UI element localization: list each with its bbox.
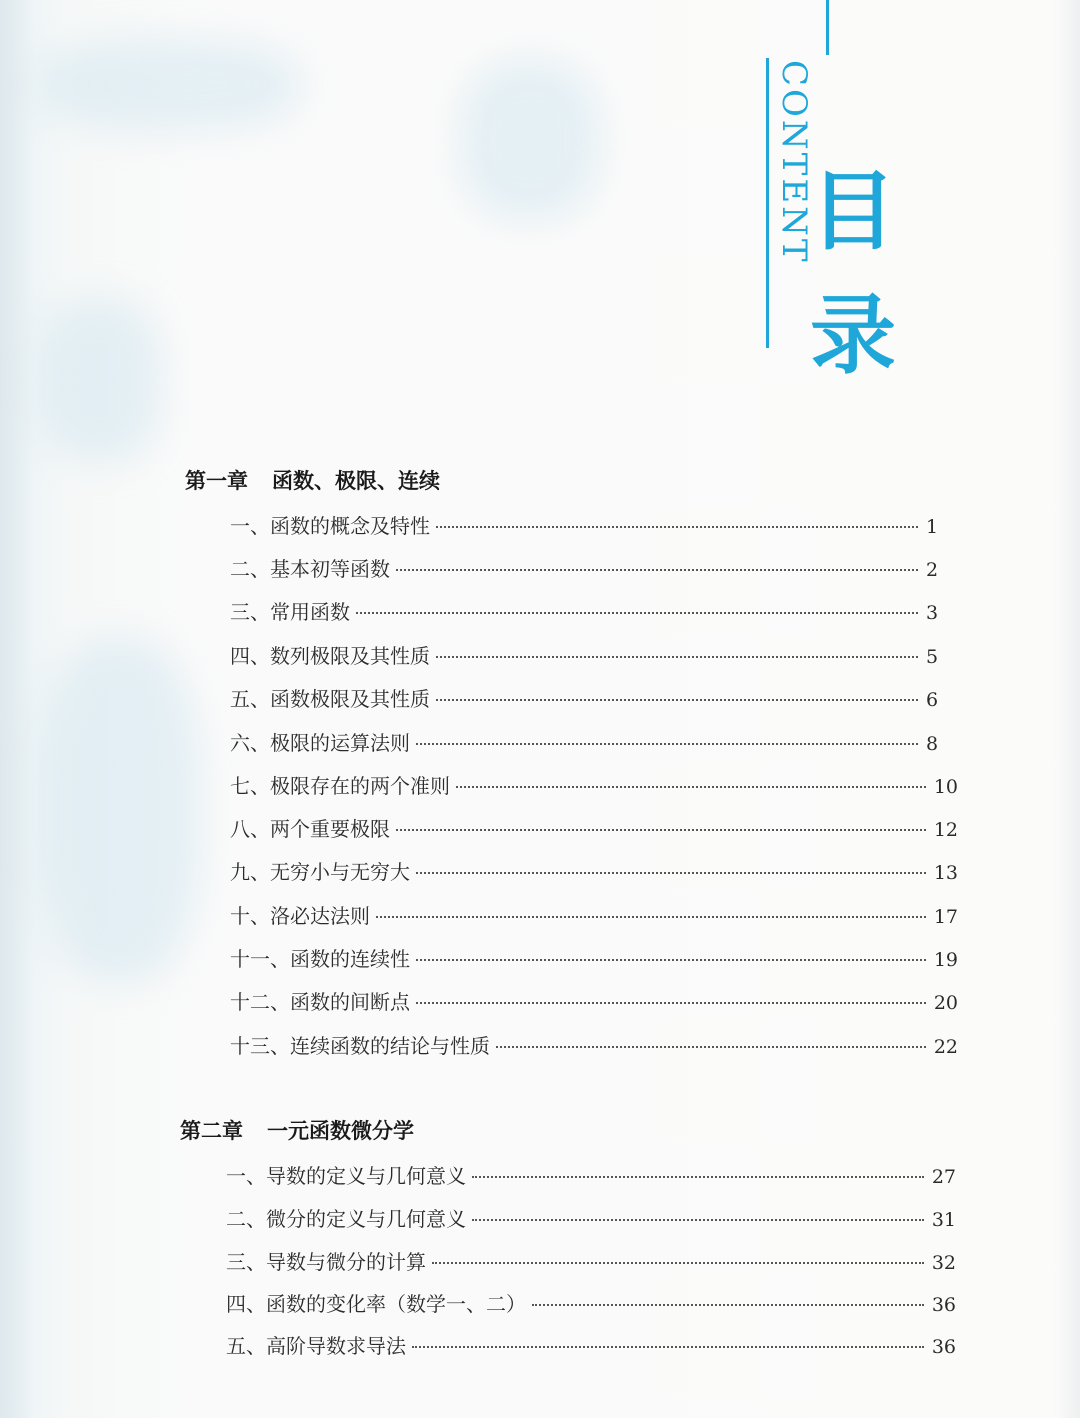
entry-page: 17 bbox=[933, 906, 958, 928]
chapter-heading bbox=[180, 1115, 414, 1145]
content-heading: CONTENT bbox=[774, 60, 814, 265]
dot-leader bbox=[456, 786, 926, 788]
entry-title: 十二、函数的间断点 bbox=[230, 990, 410, 1014]
dot-leader bbox=[416, 959, 926, 961]
entry-title: 十三、连续函数的结论与性质 bbox=[230, 1034, 490, 1058]
toc-entry[interactable] bbox=[230, 1030, 958, 1059]
entry-page: 6 bbox=[926, 689, 939, 711]
entry-page: 2 bbox=[926, 559, 939, 581]
toc-entry[interactable] bbox=[226, 1160, 956, 1189]
entry-page: 10 bbox=[933, 776, 958, 798]
chapter-label: 第二章 bbox=[180, 1119, 243, 1143]
toc-entry[interactable] bbox=[226, 1330, 956, 1359]
entry-page: 1 bbox=[926, 516, 939, 538]
entry-page: 3 bbox=[926, 602, 939, 624]
dot-leader bbox=[416, 1002, 926, 1004]
entry-page: 32 bbox=[931, 1252, 956, 1274]
toc-entry[interactable] bbox=[230, 553, 950, 582]
entry-title: 二、基本初等函数 bbox=[230, 557, 390, 581]
entry-title: 七、极限存在的两个准则 bbox=[230, 774, 450, 798]
bleed-through bbox=[40, 40, 300, 130]
dot-leader bbox=[432, 1262, 924, 1264]
entry-page: 8 bbox=[926, 733, 939, 755]
toc-entry[interactable] bbox=[230, 943, 958, 972]
entry-title: 八、两个重要极限 bbox=[230, 817, 390, 841]
dot-leader bbox=[396, 569, 918, 571]
entry-page: 13 bbox=[933, 862, 958, 884]
dot-leader bbox=[436, 699, 918, 701]
chapter-heading bbox=[185, 465, 440, 495]
entry-page: 20 bbox=[933, 992, 958, 1014]
toc-entry[interactable] bbox=[226, 1288, 956, 1317]
dot-leader bbox=[376, 916, 926, 918]
toc-title-char-1: 目 bbox=[810, 162, 896, 262]
toc-title bbox=[808, 150, 898, 398]
toc-entry[interactable] bbox=[230, 770, 958, 799]
entry-title: 三、导数与微分的计算 bbox=[226, 1250, 426, 1274]
dot-leader bbox=[436, 526, 918, 528]
entry-title: 一、导数的定义与几何意义 bbox=[226, 1164, 466, 1188]
entry-title: 五、高阶导数求导法 bbox=[226, 1334, 406, 1358]
toc-entry[interactable] bbox=[230, 596, 950, 625]
toc-entry[interactable] bbox=[230, 856, 958, 885]
chapter-title: 一元函数微分学 bbox=[267, 1119, 414, 1143]
toc-entry[interactable] bbox=[230, 683, 950, 712]
dot-leader bbox=[472, 1176, 924, 1178]
entry-page: 31 bbox=[931, 1209, 956, 1231]
entry-page: 36 bbox=[931, 1294, 956, 1316]
toc-entry[interactable] bbox=[230, 900, 958, 929]
entry-page: 36 bbox=[931, 1336, 956, 1358]
entry-page: 22 bbox=[933, 1036, 958, 1058]
toc-entry[interactable] bbox=[230, 727, 950, 756]
toc-entry[interactable] bbox=[226, 1246, 956, 1275]
toc-title-char-2: 录 bbox=[810, 286, 896, 386]
entry-title: 四、数列极限及其性质 bbox=[230, 644, 430, 668]
entry-page: 27 bbox=[931, 1166, 956, 1188]
header-rule-left bbox=[766, 58, 769, 348]
entry-title: 三、常用函数 bbox=[230, 600, 350, 624]
entry-page: 12 bbox=[933, 819, 958, 841]
toc-entry[interactable] bbox=[226, 1203, 956, 1232]
entry-title: 五、函数极限及其性质 bbox=[230, 687, 430, 711]
entry-title: 四、函数的变化率（数学一、二） bbox=[226, 1292, 526, 1316]
entry-page: 5 bbox=[926, 646, 939, 668]
dot-leader bbox=[436, 656, 918, 658]
entry-title: 十一、函数的连续性 bbox=[230, 947, 410, 971]
entry-title: 一、函数的概念及特性 bbox=[230, 514, 430, 538]
dot-leader bbox=[396, 829, 926, 831]
page-edge bbox=[1054, 0, 1080, 1418]
bleed-through bbox=[460, 60, 600, 220]
dot-leader bbox=[532, 1304, 924, 1306]
bleed-through bbox=[40, 640, 200, 980]
entry-title: 六、极限的运算法则 bbox=[230, 731, 410, 755]
bleed-through bbox=[40, 300, 160, 460]
entry-title: 十、洛必达法则 bbox=[230, 904, 370, 928]
chapter-label: 第一章 bbox=[185, 469, 248, 493]
page-shadow bbox=[0, 0, 34, 1418]
toc-entry[interactable] bbox=[230, 510, 950, 539]
entry-title: 二、微分的定义与几何意义 bbox=[226, 1207, 466, 1231]
toc-entry[interactable] bbox=[230, 813, 958, 842]
dot-leader bbox=[356, 612, 918, 614]
dot-leader bbox=[472, 1219, 924, 1221]
entry-title: 九、无穷小与无穷大 bbox=[230, 860, 410, 884]
dot-leader bbox=[416, 872, 926, 874]
toc-entry[interactable] bbox=[230, 640, 950, 669]
toc-entry[interactable] bbox=[230, 986, 958, 1015]
header-rule-top bbox=[826, 0, 829, 55]
dot-leader bbox=[496, 1046, 926, 1048]
entry-page: 19 bbox=[933, 949, 958, 971]
dot-leader bbox=[416, 743, 918, 745]
chapter-title: 函数、极限、连续 bbox=[272, 469, 440, 493]
dot-leader bbox=[412, 1346, 924, 1348]
